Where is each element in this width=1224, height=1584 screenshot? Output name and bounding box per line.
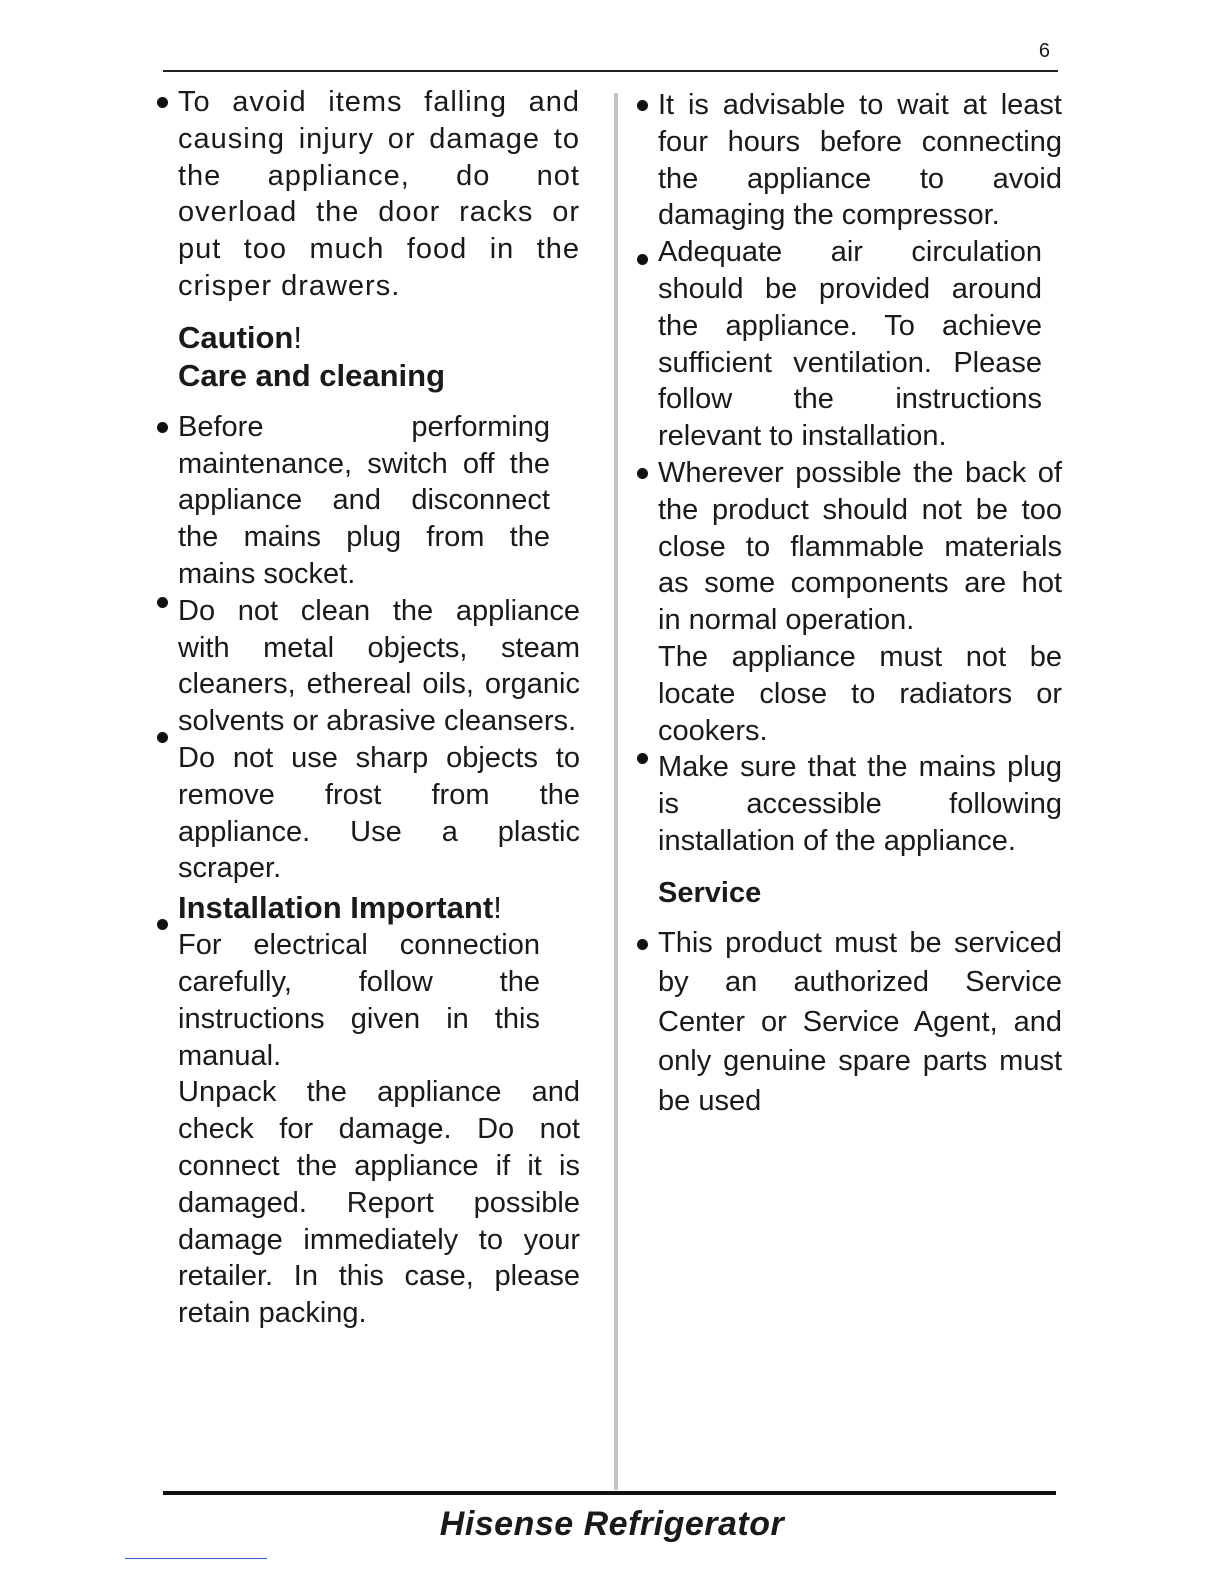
caution-heading: Caution! <box>178 319 302 355</box>
bullet-item-overload <box>150 84 580 305</box>
bullet-item-mains-plug <box>630 749 1062 859</box>
bullet-icon <box>157 732 168 743</box>
bottom-divider <box>163 1491 1056 1495</box>
footer-brand: Hisense Refrigerator <box>439 1505 785 1543</box>
radiators-text: The appliance must not be locate close to radiators or cookers. <box>658 640 1062 747</box>
page-number: 6 <box>1038 40 1050 62</box>
flammable-text: Wherever possible the back of the product should not be too close to flammable materials as some components are hot in normal operation. <box>658 456 1062 637</box>
bullet-item-flammable <box>630 455 1062 639</box>
installation-exclamation: ! <box>493 890 502 926</box>
bullet-item-wait <box>630 87 1062 234</box>
electrical-text: For electrical connection carefully, follow the instructions given in this manual. <box>178 929 540 1072</box>
footer-link-underline <box>125 1558 267 1559</box>
service-heading: Service <box>658 876 762 909</box>
bullet-item-sharp-objects <box>150 740 580 887</box>
bullet-icon <box>157 97 168 108</box>
column-divider <box>614 93 618 1490</box>
wait-text: It is advisable to wait at least four hours before connecting the appliance to avoid damaging the compressor. <box>658 89 1062 232</box>
bullet-icon <box>637 468 648 479</box>
bullet-icon <box>157 597 168 608</box>
unpack-paragraph <box>150 1074 580 1332</box>
maintenance-text: Before performing maintenance, switch off the appliance and disconnect the mains plug from the mains socket. <box>178 410 550 590</box>
bullet-icon <box>637 753 648 764</box>
air-circulation-text: Adequate air circulation should be provided around the appliance. To achieve sufficient ventilation. Please follow the instructions relevant to installation. <box>658 236 1042 453</box>
overload-text: To avoid items falling and causing injury or damage to the appliance, do not overload the door racks or put too much food in the crisper drawers. <box>178 86 580 302</box>
bullet-item-maintenance <box>150 409 580 593</box>
bullet-item-cleaning <box>150 593 580 740</box>
care-cleaning-heading: Care and cleaning <box>178 357 446 393</box>
bullet-icon <box>637 939 648 950</box>
left-column <box>150 84 580 1332</box>
radiators-paragraph <box>630 639 1062 749</box>
right-column <box>630 87 1062 1121</box>
bullet-item-electrical <box>150 927 580 1074</box>
bullet-icon <box>637 100 648 111</box>
top-divider <box>163 70 1058 72</box>
mains-plug-text: Make sure that the mains plug is accessible following installation of the appliance. <box>658 751 1062 857</box>
sharp-objects-text: Do not use sharp objects to remove frost from the appliance. Use a plastic scraper. <box>178 741 580 885</box>
installation-heading: Installation Important! <box>178 890 502 926</box>
service-text: This product must be serviced by an authorized Service Center or Service Agent, and only genuine spare parts must be used <box>658 926 1062 1117</box>
unpack-text: Unpack the appliance and check for damage. Do not connect the appliance if it is damaged. Report possible damage immediately to your retailer. In this case, please retain packing. <box>178 1076 580 1330</box>
bullet-item-service <box>630 924 1062 1122</box>
bullet-item-air-circulation <box>630 234 1062 455</box>
bullet-icon <box>157 422 168 433</box>
bullet-icon <box>157 919 168 930</box>
caution-exclamation: ! <box>293 319 302 355</box>
bullet-icon <box>637 254 648 265</box>
cleaning-text: Do not clean the appliance with metal objects, steam cleaners, ethereal oils, organic solvents or abrasive cleansers. <box>178 594 580 738</box>
